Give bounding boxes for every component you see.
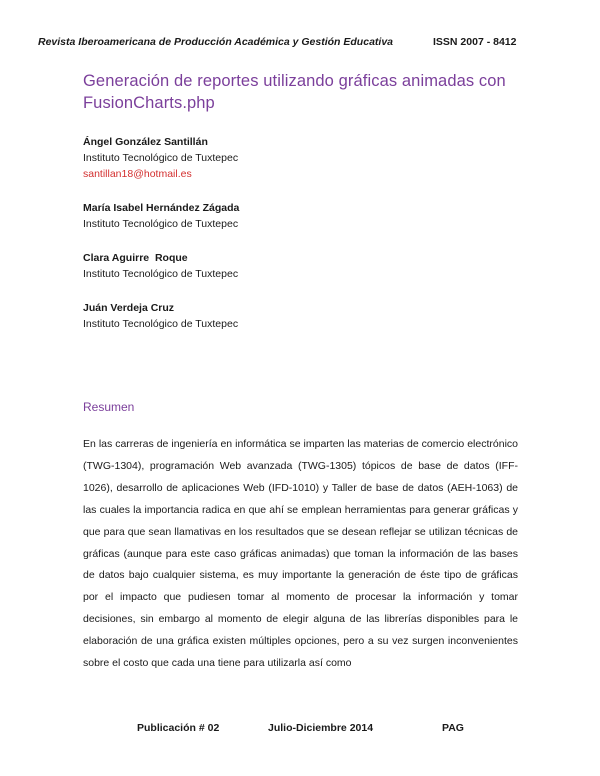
abstract-text: En las carreras de ingeniería en informática se imparten las materias de comercio electrónico (TWG-1304), programación Web avanzada (TWG-1305) tópicos de base de datos (IFF-1026), desarrollo de aplicaciones Web (IFD-1010) y Taller de base de datos (AEH-1063) de las cuales la importancia radica en que ahí se emplean herramientas para generar gráficas y que para que sean llamativas en los resultados que se desean reflejar se utilizan técnicas de gráficas (aunque para este caso gráficas animadas) que toman la información de las bases de datos bajo cualquier sistema, es muy importante la generación de éste tipo de gráficas por el impacto que pudiesen tomar al momento de procesar la información y tomar decisiones, sin embargo al momento de elegir alguna de las librerías disponibles para le elaboración de una gráfica existen múltiples opciones, pero a su vez surgen inconvenientes sobre el costo que cada una tiene para utilizarla así como [83, 438, 518, 670]
author-block [83, 200, 239, 232]
page-label: PAG [442, 722, 464, 734]
author-block [83, 300, 238, 332]
author-email[interactable]: santillan18@hotmail.es [83, 168, 192, 180]
author-name: Juán Verdeja Cruz [83, 302, 175, 314]
abstract-heading: Resumen [83, 400, 135, 414]
author-affiliation: Instituto Tecnológico de Tuxtepec [83, 268, 239, 280]
author-name: Clara Aguirre Roque [83, 252, 188, 264]
author-block [83, 250, 238, 282]
issn: ISSN 2007 - 8412 [433, 36, 517, 48]
journal-name: Revista Iberoamericana de Producción Académica y Gestión Educativa [38, 36, 393, 48]
author-name: María Isabel Hernández Zágada [83, 202, 240, 214]
author-block [83, 134, 238, 182]
author-name: Ángel González Santillán [83, 136, 208, 148]
paper-title: Generación de reportes utilizando gráficas animadas con FusionCharts.php [83, 72, 506, 112]
author-affiliation: Instituto Tecnológico de Tuxtepec [83, 152, 239, 164]
publication-number: Publicación # 02 [137, 722, 220, 734]
author-affiliation: Instituto Tecnológico de Tuxtepec [83, 318, 239, 330]
author-affiliation: Instituto Tecnológico de Tuxtepec [83, 218, 239, 230]
publication-period: Julio-Diciembre 2014 [268, 722, 374, 734]
